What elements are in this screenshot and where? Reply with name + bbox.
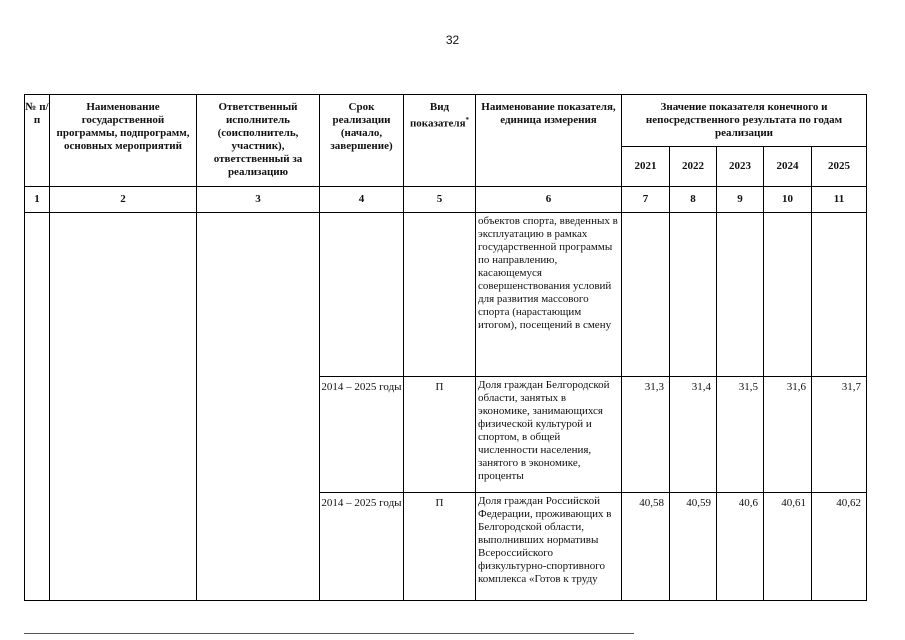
cell-term: 2014 – 2025 годы <box>320 493 404 601</box>
header-year: 2025 <box>812 147 867 187</box>
footnote-mark: * <box>465 116 470 124</box>
cell-value: 31,3 <box>622 377 670 493</box>
cell-value <box>812 213 867 377</box>
header-year: 2022 <box>670 147 717 187</box>
cell-executor-empty <box>197 213 320 601</box>
cell-value <box>622 213 670 377</box>
header-executor: Ответственный исполнитель (соисполнитель, участник), ответственный за реализацию <box>197 95 320 187</box>
header-term: Срок реализации (начало, завершение) <box>320 95 404 187</box>
cell-value: 31,4 <box>670 377 717 493</box>
column-number: 1 <box>25 187 50 213</box>
column-number: 8 <box>670 187 717 213</box>
cell-kind: П <box>404 377 476 493</box>
column-number: 10 <box>764 187 812 213</box>
cell-value: 40,58 <box>622 493 670 601</box>
header-program-name: Наименование государственной программы, подпрограмм, основных мероприятий <box>50 95 197 187</box>
cell-value: 40,6 <box>717 493 764 601</box>
cell-indicator: Доля граждан Российской Федерации, проживающих в Белгородской области, выполнивших нормативы Всероссийского физкультурно-спортивного комплекса «Готов к труду <box>476 493 622 601</box>
cell-value: 40,61 <box>764 493 812 601</box>
header-indicator-kind-text: Вид показателя <box>409 101 466 130</box>
program-table <box>24 94 867 601</box>
column-number: 6 <box>476 187 622 213</box>
header-values-group: Значение показателя конечного и непосредственного результата по годам реализации <box>622 95 867 147</box>
cell-value <box>717 213 764 377</box>
cell-kind <box>404 213 476 377</box>
column-number: 11 <box>812 187 867 213</box>
cell-number-empty <box>25 213 50 601</box>
header-row <box>25 95 867 147</box>
cell-program-empty <box>50 213 197 601</box>
table-row <box>25 213 867 377</box>
cell-indicator: Доля граждан Белгородской области, занятых в экономике, занимающихся физической культурой и спортом, в общей численности населения, занятого в экономике, проценты <box>476 377 622 493</box>
scan-edge-divider <box>24 633 634 634</box>
column-number: 4 <box>320 187 404 213</box>
column-number: 2 <box>50 187 197 213</box>
cell-value: 40,62 <box>812 493 867 601</box>
cell-value <box>764 213 812 377</box>
header-year: 2023 <box>717 147 764 187</box>
header-indicator-kind <box>404 95 476 187</box>
cell-term: 2014 – 2025 годы <box>320 377 404 493</box>
column-number: 9 <box>717 187 764 213</box>
column-number: 7 <box>622 187 670 213</box>
cell-value: 31,5 <box>717 377 764 493</box>
header-number: № п/п <box>25 95 50 187</box>
column-number: 3 <box>197 187 320 213</box>
page-number: 32 <box>445 33 460 47</box>
column-number: 5 <box>404 187 476 213</box>
header-year: 2021 <box>622 147 670 187</box>
cell-value: 31,7 <box>812 377 867 493</box>
cell-indicator: объектов спорта, введенных в эксплуатацию в рамках государственной программы по направлению, касающемуся совершенствования условий для развития массового спорта (нарастающим итогом), посещений в смену <box>476 213 622 377</box>
cell-kind: П <box>404 493 476 601</box>
header-year: 2024 <box>764 147 812 187</box>
cell-value <box>670 213 717 377</box>
cell-value: 31,6 <box>764 377 812 493</box>
cell-value: 40,59 <box>670 493 717 601</box>
cell-term <box>320 213 404 377</box>
header-indicator-name: Наименование показателя, единица измерения <box>476 95 622 187</box>
column-number-row <box>25 187 867 213</box>
